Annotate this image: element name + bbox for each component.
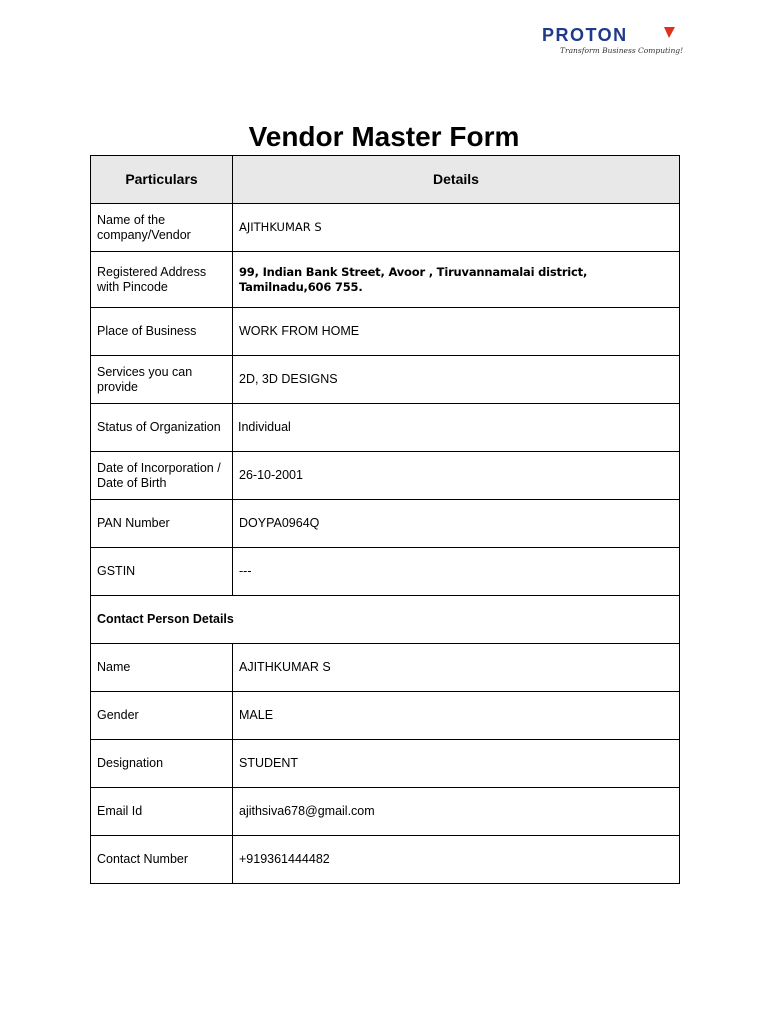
table-row bbox=[91, 356, 680, 404]
row-label-contact-number: Contact Number bbox=[91, 836, 233, 884]
logo-brand-text: PROTON bbox=[542, 25, 628, 45]
row-value-services: 2D, 3D DESIGNS bbox=[233, 356, 680, 404]
row-label-company-name: Name of the company/Vendor bbox=[91, 204, 233, 252]
section-contact-person: Contact Person Details bbox=[91, 596, 680, 644]
table-row bbox=[91, 644, 680, 692]
row-label-gstin: GSTIN bbox=[91, 548, 233, 596]
row-value-email: ajithsiva678@gmail.com bbox=[233, 788, 680, 836]
table-row bbox=[91, 252, 680, 308]
row-value-address: 99, Indian Bank Street, Avoor , Tiruvannamalai district, Tamilnadu,606 755. bbox=[233, 252, 680, 308]
table-row bbox=[91, 204, 680, 252]
table-row bbox=[91, 692, 680, 740]
row-value-contact-name: AJITHKUMAR S bbox=[233, 644, 680, 692]
row-value-contact-number: +919361444482 bbox=[233, 836, 680, 884]
table-row bbox=[91, 500, 680, 548]
table-row bbox=[91, 404, 680, 452]
row-label-services: Services you can provide bbox=[91, 356, 233, 404]
row-value-gstin: --- bbox=[233, 548, 680, 596]
table-row bbox=[91, 452, 680, 500]
row-label-contact-name: Name bbox=[91, 644, 233, 692]
row-value-place-of-business: WORK FROM HOME bbox=[233, 308, 680, 356]
row-label-status: Status of Organization bbox=[91, 404, 233, 452]
row-label-address: Registered Address with Pincode bbox=[91, 252, 233, 308]
row-label-designation: Designation bbox=[91, 740, 233, 788]
row-value-designation: STUDENT bbox=[233, 740, 680, 788]
page-title: Vendor Master Form bbox=[248, 121, 520, 152]
proton-logo bbox=[540, 24, 684, 60]
row-label-gender: Gender bbox=[91, 692, 233, 740]
row-value-company-name: AJITHKUMAR S bbox=[233, 204, 680, 252]
header-details: Details bbox=[233, 156, 680, 204]
table-row bbox=[91, 740, 680, 788]
row-label-place-of-business: Place of Business bbox=[91, 308, 233, 356]
header-particulars: Particulars bbox=[91, 156, 233, 204]
row-value-status: Individual bbox=[233, 404, 680, 452]
table-row bbox=[91, 836, 680, 884]
row-label-pan: PAN Number bbox=[91, 500, 233, 548]
vendor-form-table bbox=[90, 155, 680, 884]
row-label-date: Date of Incorporation / Date of Birth bbox=[91, 452, 233, 500]
proton-logo-icon bbox=[540, 24, 680, 46]
section-row bbox=[91, 596, 680, 644]
row-label-email: Email Id bbox=[91, 788, 233, 836]
table-row bbox=[91, 308, 680, 356]
logo-triangle-icon bbox=[664, 27, 675, 38]
logo-tagline: Transform Business Computing! bbox=[560, 46, 684, 55]
row-value-gender: MALE bbox=[233, 692, 680, 740]
table-row bbox=[91, 788, 680, 836]
row-value-pan: DOYPA0964Q bbox=[233, 500, 680, 548]
row-value-date: 26-10-2001 bbox=[233, 452, 680, 500]
table-header-row bbox=[91, 156, 680, 204]
table-row bbox=[91, 548, 680, 596]
